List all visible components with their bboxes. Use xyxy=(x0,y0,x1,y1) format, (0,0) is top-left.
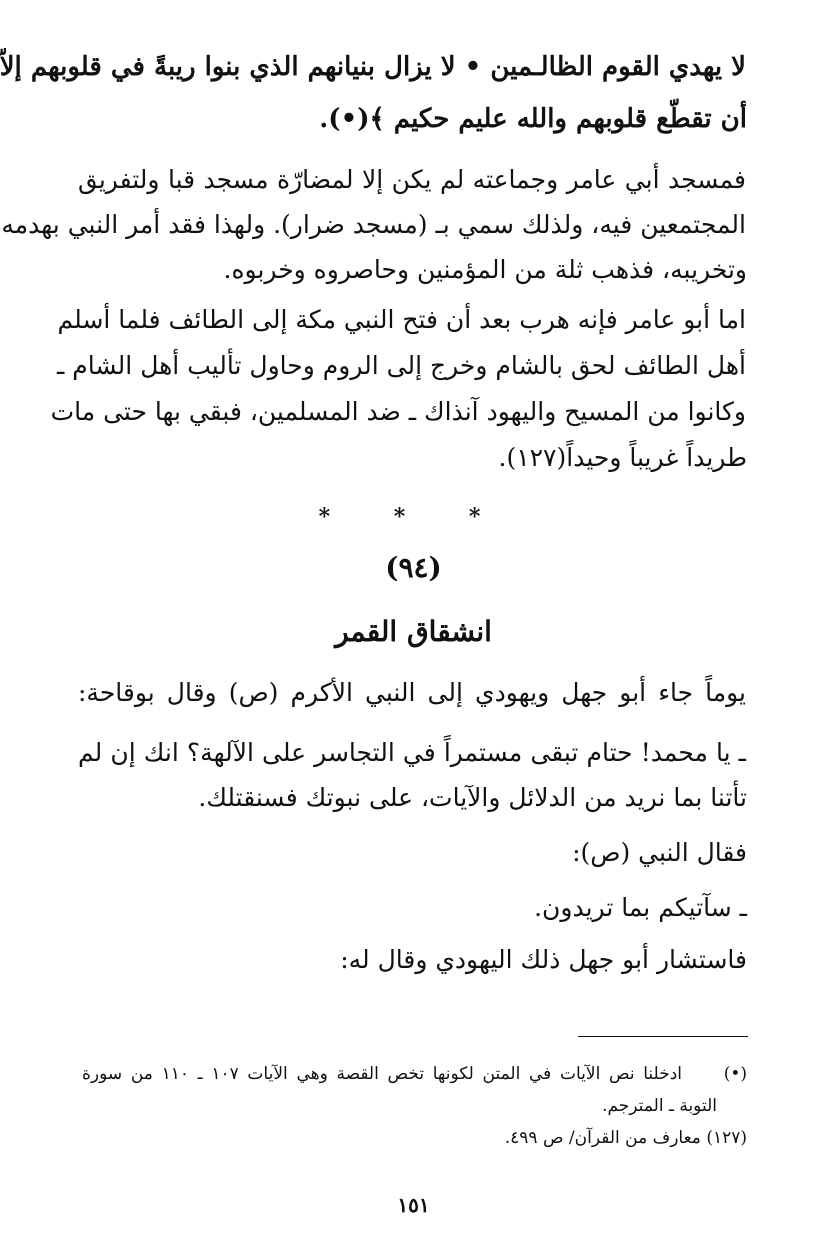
verse-line-1: لا يهدي القوم الظالـمين • لا يزال بنيانهم الذي بنوا ريبةً في قلوبهم إلاّ xyxy=(0,52,746,82)
story-line-4: فقال النبي (ص): xyxy=(572,838,747,867)
para1-line-3: وتخريبه، فذهب ثلة من المؤمنين وحاصروه وخربوه. xyxy=(223,255,747,284)
footnote-divider xyxy=(578,1036,748,1037)
footnote-1-line-2: التوبة ـ المترجم. xyxy=(602,1096,717,1116)
story-line-1: يوماً جاء أبو جهل ويهودي إلى النبي الأكرم (ص) وقال بوقاحة: xyxy=(78,678,746,707)
para2-line-1: اما أبو عامر فإنه هرب بعد أن فتح النبي مكة إلى الطائف فلما أسلم xyxy=(57,305,746,334)
para1-line-1: فمسجد أبي عامر وجماعته لم يكن إلا لمضارّة مسجد قبا ولتفريق xyxy=(78,165,746,194)
footnote-2: (١٢٧) معارف من القرآن/ ص ٤٩٩. xyxy=(504,1128,747,1148)
para2-line-4: طريداً غريباً وحيداً(١٢٧). xyxy=(498,443,747,472)
story-line-6: فاستشار أبو جهل ذلك اليهودي وقال له: xyxy=(340,945,747,974)
verse-line-2: أن تقطّع قلوبهم والله عليم حكيم ﴾(•). xyxy=(319,104,747,134)
footnote-1-mark: (•) xyxy=(723,1064,747,1084)
story-line-3: تأتنا بما نريد من الدلائل والآيات، على نبوتك فسنقتلك. xyxy=(198,783,747,812)
footnote-1-line-1: ادخلنا نص الآيات في المتن لكونها تخص القصة وهي الآيات ١٠٧ ـ ١١٠ من سورة xyxy=(82,1064,682,1084)
section-number: (٩٤) xyxy=(385,551,442,584)
story-line-2: ـ يا محمد! حتام تبقى مستمراً في التجاسر على الآلهة؟ انك إن لم xyxy=(78,738,746,767)
section-separator: * * * xyxy=(318,504,509,530)
page-number: ١٥١ xyxy=(397,1193,430,1217)
para2-line-2: أهل الطائف لحق بالشام وخرج إلى الروم وحاول تأليب أهل الشام ـ xyxy=(57,351,746,380)
story-line-5: ـ سآتيكم بما تريدون. xyxy=(534,893,747,922)
section-title: انشقاق القمر xyxy=(335,615,492,648)
para2-line-3: وكانوا من المسيح واليهود آنذاك ـ ضد المسلمين، فبقي بها حتى مات xyxy=(50,397,746,426)
para1-line-2: المجتمعين فيه، ولذلك سمي بـ (مسجد ضرار). ولهذا فقد أمر النبي بهدمه xyxy=(1,210,746,239)
